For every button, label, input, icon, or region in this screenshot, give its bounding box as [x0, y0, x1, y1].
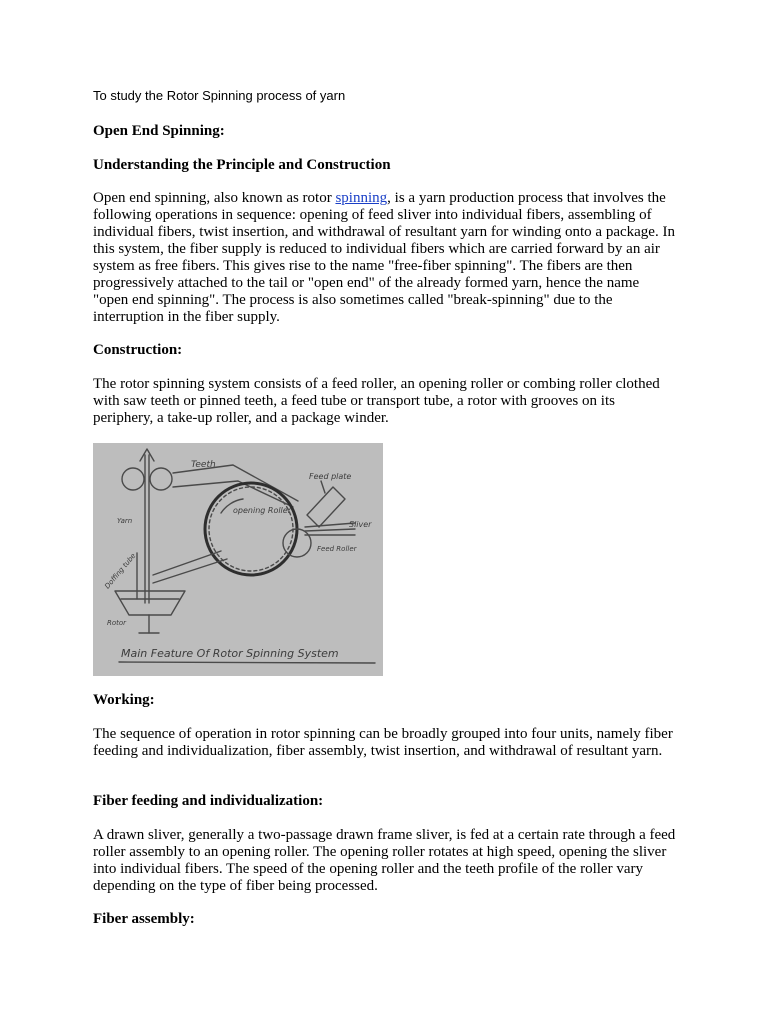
document-title: To study the Rotor Spinning process of yarn: [93, 88, 346, 103]
heading-fiber-assembly: Fiber assembly:: [93, 911, 195, 927]
take-up-roller-right: [150, 468, 172, 490]
feed-plate-pointer: [321, 481, 325, 493]
rotor-spinning-sketch: [93, 443, 383, 676]
heading-fiber-feeding: Fiber feeding and individualization:: [93, 793, 324, 809]
caption-underline: [119, 662, 375, 663]
label-feed-roller: Feed Roller: [317, 545, 357, 553]
heading-open-end-spinning: Open End Spinning:: [93, 123, 225, 139]
intro-text-after-link: , is a yarn production process that involves the following operations in sequence: opening of feed sliver into individual fibers, assembling of individual fibers, twist insertion, and withdrawal of resultant yarn for winding onto a package. In this system, the fiber supply is reduced to individual fibers which are carried forward by an air system as free fibers. This gives rise to the name "free-fiber spinning". The fibers are then progressively attached to the tail or "open end" of the already formed yarn, hence the name "open end spinning". The process is also sometimes called "break-spinning" due to the interruption in the fiber supply.: [93, 190, 675, 325]
intro-text-before-link: Open end spinning, also known as rotor: [93, 190, 336, 206]
label-opening-roller: opening Roller: [233, 506, 291, 515]
label-doffing-tube: Doffing tube: [103, 551, 138, 591]
take-up-roller-left: [122, 468, 144, 490]
fiber-feeding-paragraph: A drawn sliver, generally a two-passage drawn frame sliver, is fed at a certain rate through a feed roller assembly to an opening roller. The opening roller rotates at high speed, opening the sliver into individual fibers. The speed of the opening roller and the teeth profile of the roller vary depending on the type of fiber being processed.: [93, 827, 676, 894]
sliver-line-2: [305, 529, 355, 531]
rotor-body: [115, 591, 185, 615]
label-yarn: Yarn: [117, 517, 133, 525]
label-teeth: Teeth: [191, 460, 216, 470]
heading-working: Working:: [93, 692, 155, 708]
working-paragraph: The sequence of operation in rotor spinning can be broadly grouped into four units, namely fiber feeding and individualization, fiber assembly, twist insertion, and withdrawal of resultant yarn.: [93, 726, 673, 759]
label-sliver: Sliver: [349, 520, 372, 529]
teeth-line-top: [173, 465, 298, 501]
heading-construction: Construction:: [93, 342, 183, 358]
label-rotor: Rotor: [107, 619, 127, 627]
rotor-spinning-diagram: [93, 443, 383, 676]
heading-principle-construction: Understanding the Principle and Construction: [93, 157, 391, 173]
figure-caption: Main Feature Of Rotor Spinning System: [121, 647, 339, 660]
spinning-link[interactable]: spinning: [335, 190, 388, 206]
feed-plate: [307, 487, 345, 527]
sliver-line-1: [305, 523, 355, 527]
construction-paragraph: The rotor spinning system consists of a feed roller, an opening roller or combing roller clothed with saw teeth or pinned teeth, a feed tube or transport tube, a rotor with grooves on its periphery, a take-up roller, and a package winder.: [93, 376, 660, 426]
label-feed-plate: Feed plate: [309, 472, 352, 481]
yarn-arrow-icon: [140, 449, 154, 461]
intro-paragraph: [93, 190, 678, 326]
opening-roller-teeth: [209, 487, 293, 571]
